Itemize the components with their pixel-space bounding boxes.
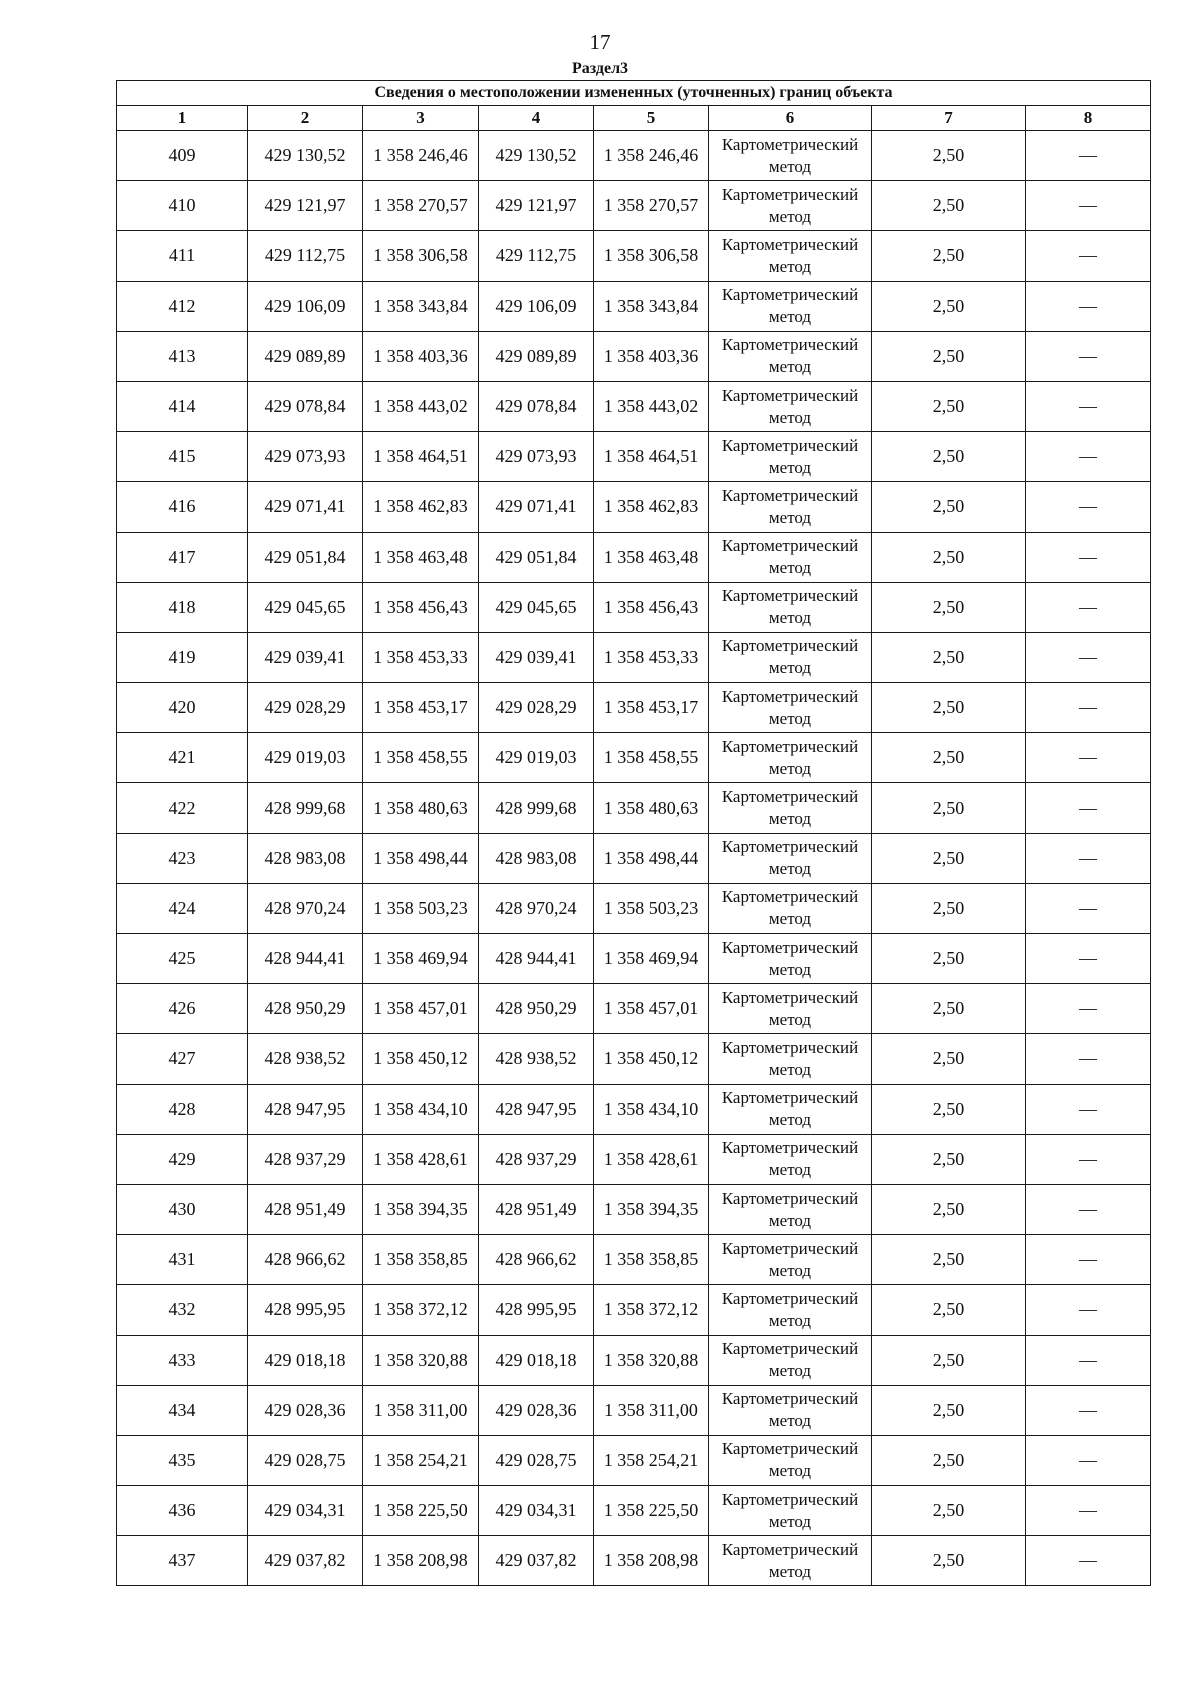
description-cell: — (1026, 281, 1151, 331)
y-existing-cell: 1 358 458,55 (363, 733, 479, 783)
x-existing-cell: 428 937,29 (248, 1134, 363, 1184)
x-refined-cell: 429 073,93 (479, 432, 594, 482)
description-cell: — (1026, 381, 1151, 431)
y-existing-cell: 1 358 403,36 (363, 331, 479, 381)
method-cell: Картометрический метод (709, 331, 872, 381)
method-cell: Картометрический метод (709, 833, 872, 883)
y-existing-cell: 1 358 480,63 (363, 783, 479, 833)
x-refined-cell: 429 045,65 (479, 582, 594, 632)
point-number-cell: 428 (117, 1084, 248, 1134)
column-number: 1 (117, 106, 248, 131)
description-cell: — (1026, 984, 1151, 1034)
method-cell: Картометрический метод (709, 1235, 872, 1285)
x-refined-cell: 429 028,36 (479, 1385, 594, 1435)
x-existing-cell: 428 970,24 (248, 883, 363, 933)
point-number-cell: 417 (117, 532, 248, 582)
table-row (117, 683, 1151, 733)
description-cell: — (1026, 783, 1151, 833)
accuracy-cell: 2,50 (872, 1335, 1026, 1385)
method-cell: Картометрический метод (709, 683, 872, 733)
accuracy-cell: 2,50 (872, 231, 1026, 281)
y-existing-cell: 1 358 453,33 (363, 632, 479, 682)
point-number-cell: 434 (117, 1385, 248, 1435)
y-existing-cell: 1 358 469,94 (363, 934, 479, 984)
description-cell: — (1026, 331, 1151, 381)
table-row (117, 1235, 1151, 1285)
x-refined-cell: 429 078,84 (479, 381, 594, 431)
y-refined-cell: 1 358 498,44 (594, 833, 709, 883)
description-cell: — (1026, 1385, 1151, 1435)
accuracy-cell: 2,50 (872, 934, 1026, 984)
x-existing-cell: 428 966,62 (248, 1235, 363, 1285)
y-existing-cell: 1 358 394,35 (363, 1184, 479, 1234)
accuracy-cell: 2,50 (872, 582, 1026, 632)
y-refined-cell: 1 358 394,35 (594, 1184, 709, 1234)
x-refined-cell: 428 966,62 (479, 1235, 594, 1285)
point-number-cell: 424 (117, 883, 248, 933)
table-row (117, 1134, 1151, 1184)
table-row (117, 532, 1151, 582)
description-cell: — (1026, 733, 1151, 783)
x-existing-cell: 429 028,29 (248, 683, 363, 733)
method-cell: Картометрический метод (709, 733, 872, 783)
description-cell: — (1026, 934, 1151, 984)
y-existing-cell: 1 358 457,01 (363, 984, 479, 1034)
x-refined-cell: 428 999,68 (479, 783, 594, 833)
method-cell: Картометрический метод (709, 131, 872, 181)
point-number-cell: 422 (117, 783, 248, 833)
y-existing-cell: 1 358 503,23 (363, 883, 479, 933)
y-refined-cell: 1 358 403,36 (594, 331, 709, 381)
table-row (117, 1435, 1151, 1485)
x-existing-cell: 428 938,52 (248, 1034, 363, 1084)
y-existing-cell: 1 358 463,48 (363, 532, 479, 582)
x-existing-cell: 429 112,75 (248, 231, 363, 281)
table-row (117, 934, 1151, 984)
y-refined-cell: 1 358 458,55 (594, 733, 709, 783)
x-existing-cell: 429 106,09 (248, 281, 363, 331)
description-cell: — (1026, 532, 1151, 582)
method-cell: Картометрический метод (709, 783, 872, 833)
accuracy-cell: 2,50 (872, 783, 1026, 833)
y-refined-cell: 1 358 456,43 (594, 582, 709, 632)
point-number-cell: 436 (117, 1486, 248, 1536)
column-number: 5 (594, 106, 709, 131)
y-refined-cell: 1 358 469,94 (594, 934, 709, 984)
y-existing-cell: 1 358 498,44 (363, 833, 479, 883)
point-number-cell: 432 (117, 1285, 248, 1335)
method-cell: Картометрический метод (709, 632, 872, 682)
accuracy-cell: 2,50 (872, 683, 1026, 733)
table-row (117, 1385, 1151, 1435)
y-existing-cell: 1 358 311,00 (363, 1385, 479, 1435)
accuracy-cell: 2,50 (872, 833, 1026, 883)
x-refined-cell: 429 051,84 (479, 532, 594, 582)
point-number-cell: 419 (117, 632, 248, 682)
description-cell: — (1026, 632, 1151, 682)
point-number-cell: 420 (117, 683, 248, 733)
description-cell: — (1026, 482, 1151, 532)
y-refined-cell: 1 358 443,02 (594, 381, 709, 431)
method-cell: Картометрический метод (709, 532, 872, 582)
y-refined-cell: 1 358 464,51 (594, 432, 709, 482)
x-refined-cell: 428 938,52 (479, 1034, 594, 1084)
y-refined-cell: 1 358 450,12 (594, 1034, 709, 1084)
y-existing-cell: 1 358 443,02 (363, 381, 479, 431)
x-existing-cell: 429 045,65 (248, 582, 363, 632)
x-existing-cell: 429 121,97 (248, 181, 363, 231)
point-number-cell: 427 (117, 1034, 248, 1084)
point-number-cell: 409 (117, 131, 248, 181)
coordinates-table (116, 80, 1151, 1586)
x-refined-cell: 429 028,29 (479, 683, 594, 733)
accuracy-cell: 2,50 (872, 1084, 1026, 1134)
point-number-cell: 416 (117, 482, 248, 532)
method-cell: Картометрический метод (709, 1536, 872, 1586)
y-refined-cell: 1 358 343,84 (594, 281, 709, 331)
x-existing-cell: 429 037,82 (248, 1536, 363, 1586)
x-existing-cell: 429 039,41 (248, 632, 363, 682)
column-number: 7 (872, 106, 1026, 131)
y-existing-cell: 1 358 320,88 (363, 1335, 479, 1385)
y-refined-cell: 1 358 463,48 (594, 532, 709, 582)
table-row (117, 181, 1151, 231)
method-cell: Картометрический метод (709, 1385, 872, 1435)
x-refined-cell: 429 018,18 (479, 1335, 594, 1385)
table-row (117, 281, 1151, 331)
method-cell: Картометрический метод (709, 432, 872, 482)
method-cell: Картометрический метод (709, 231, 872, 281)
description-cell: — (1026, 1486, 1151, 1536)
accuracy-cell: 2,50 (872, 883, 1026, 933)
x-existing-cell: 429 130,52 (248, 131, 363, 181)
accuracy-cell: 2,50 (872, 1285, 1026, 1335)
x-existing-cell: 428 947,95 (248, 1084, 363, 1134)
table-row (117, 1184, 1151, 1234)
x-existing-cell: 429 089,89 (248, 331, 363, 381)
x-existing-cell: 428 999,68 (248, 783, 363, 833)
x-existing-cell: 429 028,36 (248, 1385, 363, 1435)
y-refined-cell: 1 358 270,57 (594, 181, 709, 231)
method-cell: Картометрический метод (709, 482, 872, 532)
method-cell: Картометрический метод (709, 181, 872, 231)
point-number-cell: 429 (117, 1134, 248, 1184)
accuracy-cell: 2,50 (872, 532, 1026, 582)
y-refined-cell: 1 358 453,17 (594, 683, 709, 733)
y-existing-cell: 1 358 464,51 (363, 432, 479, 482)
point-number-cell: 437 (117, 1536, 248, 1586)
description-cell: — (1026, 833, 1151, 883)
column-number: 4 (479, 106, 594, 131)
y-existing-cell: 1 358 208,98 (363, 1536, 479, 1586)
x-existing-cell: 429 078,84 (248, 381, 363, 431)
accuracy-cell: 2,50 (872, 632, 1026, 682)
accuracy-cell: 2,50 (872, 1385, 1026, 1435)
x-existing-cell: 428 944,41 (248, 934, 363, 984)
column-number: 6 (709, 106, 872, 131)
column-number: 3 (363, 106, 479, 131)
description-cell: — (1026, 231, 1151, 281)
point-number-cell: 410 (117, 181, 248, 231)
x-existing-cell: 428 950,29 (248, 984, 363, 1034)
table-row (117, 883, 1151, 933)
table-row (117, 1536, 1151, 1586)
x-refined-cell: 429 039,41 (479, 632, 594, 682)
y-refined-cell: 1 358 462,83 (594, 482, 709, 532)
point-number-cell: 435 (117, 1435, 248, 1485)
method-cell: Картометрический метод (709, 1034, 872, 1084)
x-existing-cell: 429 071,41 (248, 482, 363, 532)
y-refined-cell: 1 358 320,88 (594, 1335, 709, 1385)
x-refined-cell: 428 950,29 (479, 984, 594, 1034)
method-cell: Картометрический метод (709, 934, 872, 984)
method-cell: Картометрический метод (709, 1486, 872, 1536)
point-number-cell: 412 (117, 281, 248, 331)
table-row (117, 482, 1151, 532)
accuracy-cell: 2,50 (872, 1235, 1026, 1285)
method-cell: Картометрический метод (709, 381, 872, 431)
point-number-cell: 421 (117, 733, 248, 783)
description-cell: — (1026, 181, 1151, 231)
description-cell: — (1026, 1335, 1151, 1385)
x-refined-cell: 428 970,24 (479, 883, 594, 933)
y-refined-cell: 1 358 457,01 (594, 984, 709, 1034)
table-row (117, 381, 1151, 431)
table-row (117, 984, 1151, 1034)
method-cell: Картометрический метод (709, 1335, 872, 1385)
y-refined-cell: 1 358 480,63 (594, 783, 709, 833)
y-existing-cell: 1 358 306,58 (363, 231, 479, 281)
point-number-cell: 430 (117, 1184, 248, 1234)
accuracy-cell: 2,50 (872, 1536, 1026, 1586)
point-number-cell: 426 (117, 984, 248, 1034)
point-number-cell: 413 (117, 331, 248, 381)
accuracy-cell: 2,50 (872, 131, 1026, 181)
table-row (117, 1285, 1151, 1335)
y-refined-cell: 1 358 311,00 (594, 1385, 709, 1435)
point-number-cell: 433 (117, 1335, 248, 1385)
point-number-cell: 418 (117, 582, 248, 632)
x-refined-cell: 429 106,09 (479, 281, 594, 331)
method-cell: Картометрический метод (709, 281, 872, 331)
description-cell: — (1026, 1536, 1151, 1586)
x-refined-cell: 429 028,75 (479, 1435, 594, 1485)
method-cell: Картометрический метод (709, 1285, 872, 1335)
table-row (117, 833, 1151, 883)
accuracy-cell: 2,50 (872, 1435, 1026, 1485)
method-cell: Картометрический метод (709, 883, 872, 933)
x-refined-cell: 428 983,08 (479, 833, 594, 883)
table-row (117, 131, 1151, 181)
x-refined-cell: 428 944,41 (479, 934, 594, 984)
point-number-cell: 425 (117, 934, 248, 984)
y-existing-cell: 1 358 225,50 (363, 1486, 479, 1536)
y-refined-cell: 1 358 208,98 (594, 1536, 709, 1586)
point-number-cell: 431 (117, 1235, 248, 1285)
x-existing-cell: 429 019,03 (248, 733, 363, 783)
method-cell: Картометрический метод (709, 582, 872, 632)
x-existing-cell: 429 018,18 (248, 1335, 363, 1385)
x-refined-cell: 428 937,29 (479, 1134, 594, 1184)
x-existing-cell: 429 034,31 (248, 1486, 363, 1536)
accuracy-cell: 2,50 (872, 432, 1026, 482)
y-existing-cell: 1 358 254,21 (363, 1435, 479, 1485)
y-existing-cell: 1 358 453,17 (363, 683, 479, 733)
description-cell: — (1026, 883, 1151, 933)
description-cell: — (1026, 1134, 1151, 1184)
y-refined-cell: 1 358 246,46 (594, 131, 709, 181)
point-number-cell: 411 (117, 231, 248, 281)
y-refined-cell: 1 358 428,61 (594, 1134, 709, 1184)
point-number-cell: 414 (117, 381, 248, 431)
column-number-row (117, 106, 1151, 131)
table-row (117, 1486, 1151, 1536)
accuracy-cell: 2,50 (872, 181, 1026, 231)
method-cell: Картометрический метод (709, 1435, 872, 1485)
y-existing-cell: 1 358 450,12 (363, 1034, 479, 1084)
x-refined-cell: 429 130,52 (479, 131, 594, 181)
y-refined-cell: 1 358 254,21 (594, 1435, 709, 1485)
y-refined-cell: 1 358 434,10 (594, 1084, 709, 1134)
x-existing-cell: 428 951,49 (248, 1184, 363, 1234)
table-row (117, 231, 1151, 281)
x-refined-cell: 429 034,31 (479, 1486, 594, 1536)
accuracy-cell: 2,50 (872, 281, 1026, 331)
method-cell: Картометрический метод (709, 1184, 872, 1234)
table-row (117, 733, 1151, 783)
y-refined-cell: 1 358 372,12 (594, 1285, 709, 1335)
table-row (117, 331, 1151, 381)
accuracy-cell: 2,50 (872, 331, 1026, 381)
x-refined-cell: 428 951,49 (479, 1184, 594, 1234)
column-number: 2 (248, 106, 363, 131)
accuracy-cell: 2,50 (872, 482, 1026, 532)
description-cell: — (1026, 1435, 1151, 1485)
y-existing-cell: 1 358 270,57 (363, 181, 479, 231)
x-refined-cell: 429 037,82 (479, 1536, 594, 1586)
x-refined-cell: 429 019,03 (479, 733, 594, 783)
table-row (117, 432, 1151, 482)
description-cell: — (1026, 1235, 1151, 1285)
page-number: 17 (589, 30, 611, 54)
x-existing-cell: 428 983,08 (248, 833, 363, 883)
table-title: Сведения о местоположении измененных (уточненных) границ объекта (117, 81, 1151, 106)
y-refined-cell: 1 358 453,33 (594, 632, 709, 682)
accuracy-cell: 2,50 (872, 1034, 1026, 1084)
method-cell: Картометрический метод (709, 1134, 872, 1184)
point-number-cell: 415 (117, 432, 248, 482)
table-row (117, 783, 1151, 833)
x-refined-cell: 428 947,95 (479, 1084, 594, 1134)
description-cell: — (1026, 683, 1151, 733)
method-cell: Картометрический метод (709, 1084, 872, 1134)
accuracy-cell: 2,50 (872, 1134, 1026, 1184)
point-number-cell: 423 (117, 833, 248, 883)
y-refined-cell: 1 358 306,58 (594, 231, 709, 281)
x-existing-cell: 428 995,95 (248, 1285, 363, 1335)
accuracy-cell: 2,50 (872, 984, 1026, 1034)
y-existing-cell: 1 358 372,12 (363, 1285, 479, 1335)
description-cell: — (1026, 1084, 1151, 1134)
x-refined-cell: 429 071,41 (479, 482, 594, 532)
x-refined-cell: 429 112,75 (479, 231, 594, 281)
description-cell: — (1026, 1034, 1151, 1084)
y-existing-cell: 1 358 462,83 (363, 482, 479, 532)
table-row (117, 582, 1151, 632)
x-refined-cell: 429 089,89 (479, 331, 594, 381)
accuracy-cell: 2,50 (872, 1184, 1026, 1234)
x-refined-cell: 428 995,95 (479, 1285, 594, 1335)
column-number: 8 (1026, 106, 1151, 131)
description-cell: — (1026, 131, 1151, 181)
table-row (117, 1084, 1151, 1134)
table-row (117, 1034, 1151, 1084)
method-cell: Картометрический метод (709, 984, 872, 1034)
y-existing-cell: 1 358 428,61 (363, 1134, 479, 1184)
accuracy-cell: 2,50 (872, 1486, 1026, 1536)
y-existing-cell: 1 358 246,46 (363, 131, 479, 181)
y-refined-cell: 1 358 358,85 (594, 1235, 709, 1285)
y-refined-cell: 1 358 503,23 (594, 883, 709, 933)
y-existing-cell: 1 358 343,84 (363, 281, 479, 331)
description-cell: — (1026, 1184, 1151, 1234)
description-cell: — (1026, 1285, 1151, 1335)
table-body (117, 131, 1151, 1586)
x-existing-cell: 429 051,84 (248, 532, 363, 582)
table-row (117, 632, 1151, 682)
description-cell: — (1026, 432, 1151, 482)
y-refined-cell: 1 358 225,50 (594, 1486, 709, 1536)
accuracy-cell: 2,50 (872, 381, 1026, 431)
accuracy-cell: 2,50 (872, 733, 1026, 783)
x-existing-cell: 429 073,93 (248, 432, 363, 482)
y-existing-cell: 1 358 456,43 (363, 582, 479, 632)
x-refined-cell: 429 121,97 (479, 181, 594, 231)
y-existing-cell: 1 358 358,85 (363, 1235, 479, 1285)
section-label: Раздел3 (571, 60, 629, 77)
description-cell: — (1026, 582, 1151, 632)
x-existing-cell: 429 028,75 (248, 1435, 363, 1485)
table-row (117, 1335, 1151, 1385)
y-existing-cell: 1 358 434,10 (363, 1084, 479, 1134)
